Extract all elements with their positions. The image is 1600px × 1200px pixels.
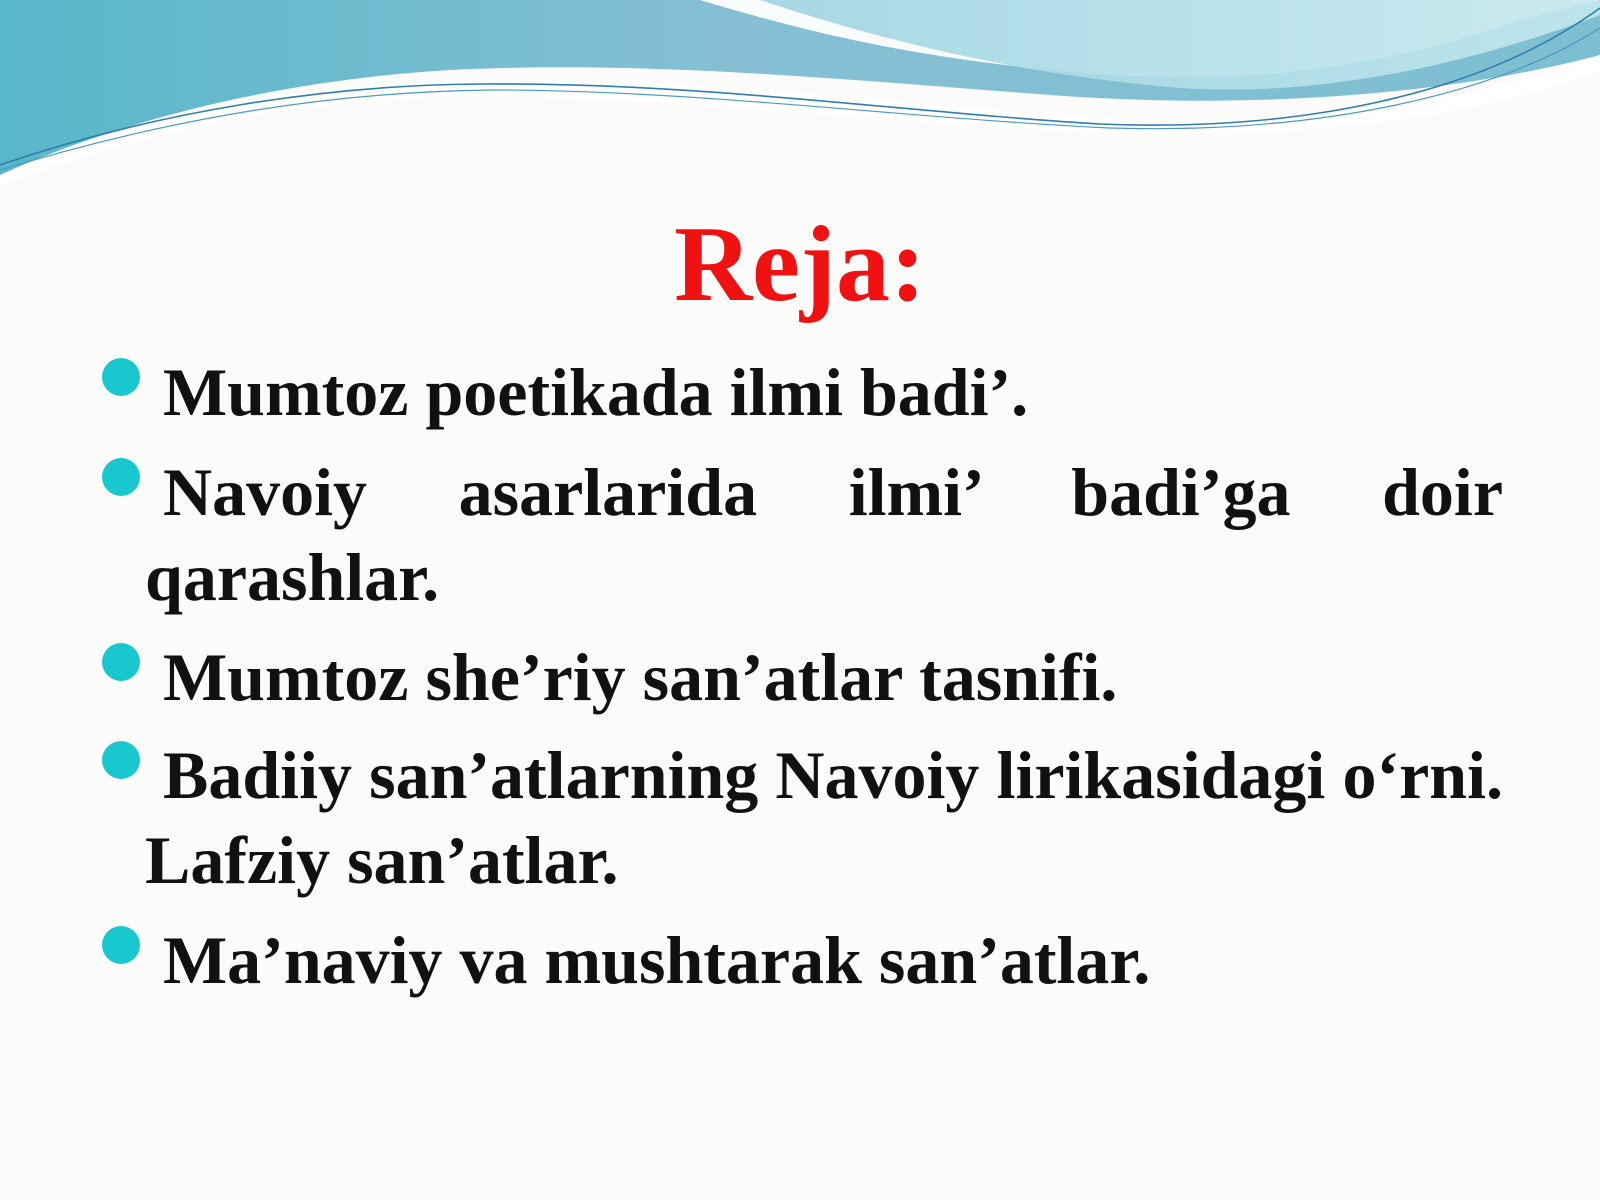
list-item-text: Mumtoz poetikada ilmi badi’.: [163, 354, 1029, 430]
list-item-text: Navoiy asarlarida ilmi’ badi’ga doir qarashlar.: [145, 454, 1503, 615]
bullet-dot-icon: [102, 358, 140, 396]
bullet-dot-icon: [102, 741, 140, 779]
bullet-dot-icon: [102, 926, 140, 964]
slide-title-text: Reja:: [674, 205, 926, 324]
list-item-text: Ma’naviy va mushtarak san’atlar.: [163, 922, 1151, 998]
list-item-text: Mumtoz she’riy san’atlar tasnifi.: [163, 639, 1118, 715]
bullet-dot-icon: [102, 458, 140, 496]
slide-title: [0, 205, 1600, 325]
header-wave-decoration: [0, 0, 1600, 200]
bullet-dot-icon: [102, 643, 140, 681]
list-item-text: Badiiy san’atlarning Navoiy lirikasidagi o‘rni. Lafziy san’atlar.: [145, 737, 1503, 898]
